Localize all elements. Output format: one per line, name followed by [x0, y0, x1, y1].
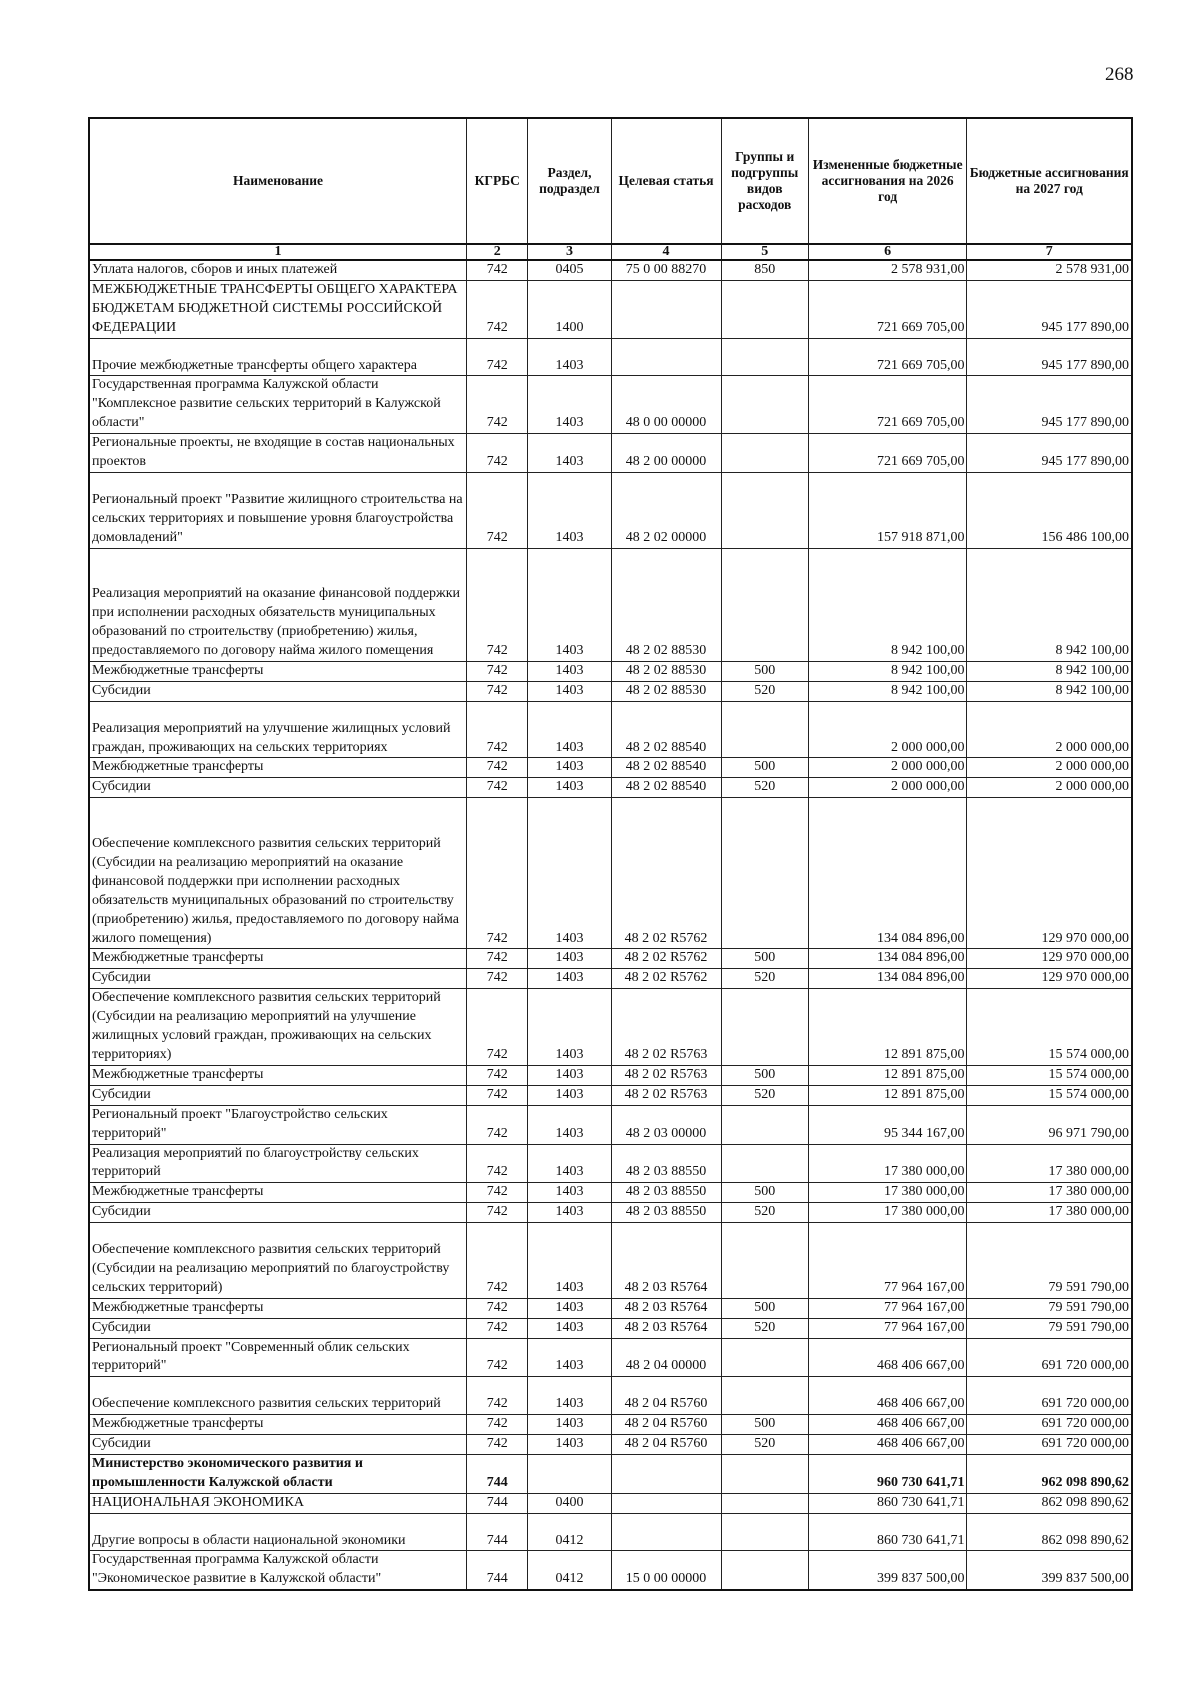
row-kgrbs: 744 — [467, 1551, 528, 1590]
column-number: 2 — [467, 244, 528, 260]
row-amount-2027: 129 970 000,00 — [967, 798, 1132, 949]
row-amount-2026: 77 964 167,00 — [808, 1223, 967, 1299]
row-amount-2026: 721 669 705,00 — [808, 434, 967, 473]
row-amount-2026: 77 964 167,00 — [808, 1318, 967, 1338]
row-section: 0405 — [528, 260, 611, 280]
row-target: 48 2 02 R5762 — [611, 798, 721, 949]
row-amount-2027: 691 720 000,00 — [967, 1377, 1132, 1415]
row-amount-2027: 79 591 790,00 — [967, 1223, 1132, 1299]
row-amount-2027: 96 971 790,00 — [967, 1105, 1132, 1144]
row-target: 48 2 02 R5763 — [611, 1085, 721, 1105]
row-group: 520 — [721, 1085, 808, 1105]
row-group: 500 — [721, 661, 808, 681]
row-kgrbs: 742 — [467, 1065, 528, 1085]
table-row — [89, 1223, 1132, 1299]
row-target: 48 0 00 00000 — [611, 376, 721, 434]
row-amount-2026: 860 730 641,71 — [808, 1493, 967, 1513]
row-name: Уплата налогов, сборов и иных платежей — [89, 260, 467, 280]
header-kgrbs: КГРБС — [467, 118, 528, 244]
column-number: 6 — [808, 244, 967, 260]
row-amount-2026: 157 918 871,00 — [808, 472, 967, 548]
row-name: Межбюджетные трансферты — [89, 1183, 467, 1203]
row-group — [721, 338, 808, 376]
row-amount-2027: 8 942 100,00 — [967, 681, 1132, 701]
column-numbers-row — [89, 244, 1132, 260]
row-kgrbs: 742 — [467, 1223, 528, 1299]
row-amount-2026: 12 891 875,00 — [808, 1065, 967, 1085]
row-target — [611, 338, 721, 376]
row-kgrbs: 742 — [467, 989, 528, 1066]
header-section: Раздел, подраздел — [528, 118, 611, 244]
row-amount-2027: 79 591 790,00 — [967, 1318, 1132, 1338]
row-amount-2027: 399 837 500,00 — [967, 1551, 1132, 1590]
table-row — [89, 681, 1132, 701]
table-row — [89, 548, 1132, 661]
table-row — [89, 758, 1132, 778]
row-kgrbs: 742 — [467, 1318, 528, 1338]
table-row — [89, 1415, 1132, 1435]
row-name: Субсидии — [89, 1203, 467, 1223]
row-name: Межбюджетные трансферты — [89, 1415, 467, 1435]
row-section: 1403 — [528, 661, 611, 681]
row-kgrbs: 742 — [467, 280, 528, 338]
row-amount-2026: 134 084 896,00 — [808, 969, 967, 989]
row-name: Реализация мероприятий по благоустройству сельских территорий — [89, 1144, 467, 1183]
row-group — [721, 1493, 808, 1513]
table-row — [89, 989, 1132, 1066]
header-target: Целевая статья — [611, 118, 721, 244]
row-section: 1403 — [528, 1415, 611, 1435]
row-group — [721, 280, 808, 338]
table-row — [89, 1377, 1132, 1415]
row-target: 48 2 02 R5762 — [611, 949, 721, 969]
row-kgrbs: 742 — [467, 798, 528, 949]
row-group: 520 — [721, 1318, 808, 1338]
row-kgrbs: 742 — [467, 1203, 528, 1223]
row-amount-2026: 77 964 167,00 — [808, 1298, 967, 1318]
table-row — [89, 472, 1132, 548]
row-group: 520 — [721, 681, 808, 701]
row-section: 0412 — [528, 1513, 611, 1551]
row-kgrbs: 742 — [467, 1435, 528, 1455]
row-kgrbs: 742 — [467, 1415, 528, 1435]
row-group — [721, 1338, 808, 1377]
row-section: 1403 — [528, 989, 611, 1066]
row-kgrbs: 742 — [467, 758, 528, 778]
row-name: Субсидии — [89, 1435, 467, 1455]
row-name: Межбюджетные трансферты — [89, 758, 467, 778]
row-amount-2026: 8 942 100,00 — [808, 681, 967, 701]
column-number: 4 — [611, 244, 721, 260]
row-section: 1403 — [528, 701, 611, 758]
row-target: 15 0 00 00000 — [611, 1551, 721, 1590]
row-target: 48 2 02 00000 — [611, 472, 721, 548]
row-target: 48 2 03 R5764 — [611, 1318, 721, 1338]
row-group — [721, 1105, 808, 1144]
row-name: Обеспечение комплексного развития сельских территорий (Субсидии на реализацию мероприятий по благоустройству сельских территорий) — [89, 1223, 467, 1299]
row-section: 1403 — [528, 969, 611, 989]
row-group — [721, 548, 808, 661]
row-name: МЕЖБЮДЖЕТНЫЕ ТРАНСФЕРТЫ ОБЩЕГО ХАРАКТЕРА БЮДЖЕТАМ БЮДЖЕТНОЙ СИСТЕМЫ РОССИЙСКОЙ ФЕДЕРАЦИИ — [89, 280, 467, 338]
row-amount-2026: 468 406 667,00 — [808, 1338, 967, 1377]
table-row — [89, 1065, 1132, 1085]
row-target: 48 2 03 88550 — [611, 1203, 721, 1223]
row-name: НАЦИОНАЛЬНАЯ ЭКОНОМИКА — [89, 1493, 467, 1513]
row-amount-2027: 945 177 890,00 — [967, 434, 1132, 473]
row-section — [528, 1454, 611, 1493]
row-name: Обеспечение комплексного развития сельских территорий (Субсидии на реализацию мероприятий на оказание финансовой поддержки при исполнении расходных обязательств муниципальных образований по строительству (приобретению) жилья, предоставляемого по договору найма жилого помещения) — [89, 798, 467, 949]
row-amount-2026: 860 730 641,71 — [808, 1513, 967, 1551]
header-name: Наименование — [89, 118, 467, 244]
row-amount-2026: 17 380 000,00 — [808, 1183, 967, 1203]
row-amount-2026: 721 669 705,00 — [808, 338, 967, 376]
row-target: 48 2 02 88540 — [611, 701, 721, 758]
row-kgrbs: 742 — [467, 1377, 528, 1415]
row-target: 48 2 02 R5763 — [611, 989, 721, 1066]
row-amount-2026: 8 942 100,00 — [808, 548, 967, 661]
row-section: 1403 — [528, 1065, 611, 1085]
row-section: 1403 — [528, 1105, 611, 1144]
table-row — [89, 798, 1132, 949]
row-amount-2027: 2 000 000,00 — [967, 758, 1132, 778]
row-group — [721, 1551, 808, 1590]
row-group: 520 — [721, 1435, 808, 1455]
row-target: 48 2 02 88540 — [611, 778, 721, 798]
row-section: 1403 — [528, 472, 611, 548]
row-target: 48 2 02 88540 — [611, 758, 721, 778]
row-amount-2027: 945 177 890,00 — [967, 280, 1132, 338]
table-row — [89, 280, 1132, 338]
row-amount-2027: 15 574 000,00 — [967, 1065, 1132, 1085]
row-name: Региональный проект "Развитие жилищного строительства на сельских территориях и повышение уровня благоустройства домовладений" — [89, 472, 467, 548]
table-row — [89, 1454, 1132, 1493]
row-section: 1400 — [528, 280, 611, 338]
row-name: Региональные проекты, не входящие в состав национальных проектов — [89, 434, 467, 473]
row-section: 1403 — [528, 1183, 611, 1203]
row-section: 1403 — [528, 1435, 611, 1455]
row-target: 48 2 02 88530 — [611, 681, 721, 701]
row-group — [721, 701, 808, 758]
row-target: 48 2 03 00000 — [611, 1105, 721, 1144]
row-group — [721, 434, 808, 473]
row-amount-2026: 17 380 000,00 — [808, 1144, 967, 1183]
row-kgrbs: 744 — [467, 1454, 528, 1493]
table-row — [89, 1085, 1132, 1105]
row-group — [721, 472, 808, 548]
row-name: Субсидии — [89, 1085, 467, 1105]
row-section: 1403 — [528, 338, 611, 376]
row-target: 48 2 04 00000 — [611, 1338, 721, 1377]
row-target: 48 2 04 R5760 — [611, 1415, 721, 1435]
row-name: Обеспечение комплексного развития сельских территорий — [89, 1377, 467, 1415]
row-amount-2027: 129 970 000,00 — [967, 949, 1132, 969]
row-amount-2026: 8 942 100,00 — [808, 661, 967, 681]
row-section: 1403 — [528, 798, 611, 949]
row-target: 48 2 03 88550 — [611, 1144, 721, 1183]
row-section: 1403 — [528, 778, 611, 798]
row-target: 48 2 02 R5763 — [611, 1065, 721, 1085]
row-target — [611, 280, 721, 338]
row-group — [721, 1377, 808, 1415]
row-amount-2027: 17 380 000,00 — [967, 1203, 1132, 1223]
row-amount-2027: 2 000 000,00 — [967, 778, 1132, 798]
row-name: Прочие межбюджетные трансферты общего характера — [89, 338, 467, 376]
row-target: 48 2 00 00000 — [611, 434, 721, 473]
row-target: 48 2 02 88530 — [611, 661, 721, 681]
row-section: 1403 — [528, 1223, 611, 1299]
row-target: 48 2 04 R5760 — [611, 1377, 721, 1415]
table-row — [89, 701, 1132, 758]
table-row — [89, 1513, 1132, 1551]
row-kgrbs: 742 — [467, 701, 528, 758]
row-amount-2027: 945 177 890,00 — [967, 376, 1132, 434]
row-group: 850 — [721, 260, 808, 280]
row-kgrbs: 742 — [467, 681, 528, 701]
row-name: Субсидии — [89, 1318, 467, 1338]
row-group: 500 — [721, 1065, 808, 1085]
row-amount-2027: 17 380 000,00 — [967, 1144, 1132, 1183]
row-group: 500 — [721, 1415, 808, 1435]
row-kgrbs: 742 — [467, 472, 528, 548]
row-kgrbs: 742 — [467, 1085, 528, 1105]
page-number: 268 — [1105, 64, 1134, 85]
row-group: 520 — [721, 778, 808, 798]
row-section: 1403 — [528, 949, 611, 969]
row-kgrbs: 742 — [467, 548, 528, 661]
row-group: 500 — [721, 949, 808, 969]
row-amount-2026: 95 344 167,00 — [808, 1105, 967, 1144]
row-amount-2026: 17 380 000,00 — [808, 1203, 967, 1223]
table-row — [89, 260, 1132, 280]
row-target: 48 2 02 R5762 — [611, 969, 721, 989]
row-kgrbs: 742 — [467, 969, 528, 989]
row-kgrbs: 742 — [467, 949, 528, 969]
row-group — [721, 989, 808, 1066]
header-group: Группы и подгруппы видов расходов — [721, 118, 808, 244]
row-amount-2026: 2 000 000,00 — [808, 758, 967, 778]
row-kgrbs: 742 — [467, 434, 528, 473]
row-amount-2026: 2 578 931,00 — [808, 260, 967, 280]
header-2026: Измененные бюджетные ассигнования на 2026 год — [808, 118, 967, 244]
row-kgrbs: 742 — [467, 1183, 528, 1203]
row-amount-2027: 691 720 000,00 — [967, 1435, 1132, 1455]
row-amount-2026: 960 730 641,71 — [808, 1454, 967, 1493]
row-amount-2026: 721 669 705,00 — [808, 376, 967, 434]
row-group — [721, 376, 808, 434]
row-group — [721, 1223, 808, 1299]
table-row — [89, 434, 1132, 473]
row-section: 1403 — [528, 1203, 611, 1223]
row-amount-2027: 15 574 000,00 — [967, 1085, 1132, 1105]
row-kgrbs: 742 — [467, 1144, 528, 1183]
row-amount-2027: 129 970 000,00 — [967, 969, 1132, 989]
table-row — [89, 1203, 1132, 1223]
row-amount-2026: 468 406 667,00 — [808, 1377, 967, 1415]
row-kgrbs: 742 — [467, 1105, 528, 1144]
row-target — [611, 1513, 721, 1551]
table-row — [89, 1551, 1132, 1590]
table-row — [89, 1493, 1132, 1513]
row-group: 500 — [721, 1298, 808, 1318]
row-kgrbs: 742 — [467, 1338, 528, 1377]
row-amount-2026: 2 000 000,00 — [808, 778, 967, 798]
column-number: 3 — [528, 244, 611, 260]
row-kgrbs: 742 — [467, 260, 528, 280]
row-amount-2027: 691 720 000,00 — [967, 1338, 1132, 1377]
row-group: 500 — [721, 1183, 808, 1203]
row-amount-2026: 134 084 896,00 — [808, 949, 967, 969]
row-name: Обеспечение комплексного развития сельских территорий (Субсидии на реализацию мероприятий на улучшение жилищных условий граждан, проживающих на сельских территориях) — [89, 989, 467, 1066]
row-amount-2026: 468 406 667,00 — [808, 1415, 967, 1435]
row-amount-2027: 8 942 100,00 — [967, 661, 1132, 681]
row-amount-2027: 2 578 931,00 — [967, 260, 1132, 280]
row-name: Государственная программа Калужской области "Комплексное развитие сельских территорий в Калужской области" — [89, 376, 467, 434]
row-name: Другие вопросы в области национальной экономики — [89, 1513, 467, 1551]
row-name: Субсидии — [89, 778, 467, 798]
row-section: 1403 — [528, 1338, 611, 1377]
row-name: Министерство экономического развития и промышленности Калужской области — [89, 1454, 467, 1493]
column-number: 5 — [721, 244, 808, 260]
row-section: 1403 — [528, 434, 611, 473]
table-row — [89, 1298, 1132, 1318]
row-group — [721, 1513, 808, 1551]
row-section: 1403 — [528, 1298, 611, 1318]
row-kgrbs: 742 — [467, 661, 528, 681]
row-name: Межбюджетные трансферты — [89, 949, 467, 969]
row-group — [721, 798, 808, 949]
table-row — [89, 778, 1132, 798]
column-number: 1 — [89, 244, 467, 260]
row-kgrbs: 744 — [467, 1513, 528, 1551]
row-group: 520 — [721, 1203, 808, 1223]
header-row — [89, 118, 1132, 244]
row-section: 1403 — [528, 1377, 611, 1415]
table-row — [89, 338, 1132, 376]
row-target: 48 2 04 R5760 — [611, 1435, 721, 1455]
table-row — [89, 949, 1132, 969]
row-section: 1403 — [528, 758, 611, 778]
table-row — [89, 1435, 1132, 1455]
row-name: Региональный проект "Современный облик сельских территорий" — [89, 1338, 467, 1377]
row-amount-2027: 79 591 790,00 — [967, 1298, 1132, 1318]
row-amount-2026: 12 891 875,00 — [808, 1085, 967, 1105]
row-amount-2026: 12 891 875,00 — [808, 989, 967, 1066]
row-section: 0412 — [528, 1551, 611, 1590]
budget-table — [88, 117, 1133, 1591]
row-target — [611, 1493, 721, 1513]
row-group: 500 — [721, 758, 808, 778]
row-name: Субсидии — [89, 681, 467, 701]
row-kgrbs: 742 — [467, 1298, 528, 1318]
table-row — [89, 1338, 1132, 1377]
row-kgrbs: 744 — [467, 1493, 528, 1513]
row-section: 1403 — [528, 1085, 611, 1105]
row-amount-2027: 962 098 890,62 — [967, 1454, 1132, 1493]
row-amount-2027: 862 098 890,62 — [967, 1493, 1132, 1513]
row-name: Государственная программа Калужской области "Экономическое развитие в Калужской области" — [89, 1551, 467, 1590]
table-row — [89, 1105, 1132, 1144]
row-name: Межбюджетные трансферты — [89, 661, 467, 681]
row-kgrbs: 742 — [467, 338, 528, 376]
table-row — [89, 376, 1132, 434]
row-name: Реализация мероприятий на оказание финансовой поддержки при исполнении расходных обязательств муниципальных образований по строительству (приобретению) жилья, предоставляемого по договору найма жилого помещения — [89, 548, 467, 661]
column-number: 7 — [967, 244, 1132, 260]
row-target: 48 2 03 R5764 — [611, 1223, 721, 1299]
row-name: Региональный проект "Благоустройство сельских территорий" — [89, 1105, 467, 1144]
row-section: 1403 — [528, 681, 611, 701]
table-row — [89, 1318, 1132, 1338]
row-amount-2027: 691 720 000,00 — [967, 1415, 1132, 1435]
row-kgrbs: 742 — [467, 376, 528, 434]
row-amount-2027: 8 942 100,00 — [967, 548, 1132, 661]
row-section: 1403 — [528, 1318, 611, 1338]
row-name: Межбюджетные трансферты — [89, 1298, 467, 1318]
row-target — [611, 1454, 721, 1493]
row-group — [721, 1454, 808, 1493]
row-target: 48 2 02 88530 — [611, 548, 721, 661]
row-amount-2026: 134 084 896,00 — [808, 798, 967, 949]
table-row — [89, 1183, 1132, 1203]
row-amount-2027: 15 574 000,00 — [967, 989, 1132, 1066]
row-amount-2026: 468 406 667,00 — [808, 1435, 967, 1455]
row-name: Субсидии — [89, 969, 467, 989]
row-amount-2027: 2 000 000,00 — [967, 701, 1132, 758]
row-section: 1403 — [528, 1144, 611, 1183]
row-target: 48 2 03 88550 — [611, 1183, 721, 1203]
row-kgrbs: 742 — [467, 778, 528, 798]
table-row — [89, 1144, 1132, 1183]
row-amount-2026: 399 837 500,00 — [808, 1551, 967, 1590]
row-amount-2026: 2 000 000,00 — [808, 701, 967, 758]
row-section: 1403 — [528, 376, 611, 434]
header-2027: Бюджетные ассигнования на 2027 год — [967, 118, 1132, 244]
row-section: 1403 — [528, 548, 611, 661]
row-target: 75 0 00 88270 — [611, 260, 721, 280]
row-name: Межбюджетные трансферты — [89, 1065, 467, 1085]
row-group — [721, 1144, 808, 1183]
row-section: 0400 — [528, 1493, 611, 1513]
table-row — [89, 969, 1132, 989]
row-amount-2027: 945 177 890,00 — [967, 338, 1132, 376]
row-target: 48 2 03 R5764 — [611, 1298, 721, 1318]
table-row — [89, 661, 1132, 681]
row-group: 520 — [721, 969, 808, 989]
row-amount-2027: 862 098 890,62 — [967, 1513, 1132, 1551]
row-amount-2026: 721 669 705,00 — [808, 280, 967, 338]
row-name: Реализация мероприятий на улучшение жилищных условий граждан, проживающих на сельских территориях — [89, 701, 467, 758]
row-amount-2027: 17 380 000,00 — [967, 1183, 1132, 1203]
row-amount-2027: 156 486 100,00 — [967, 472, 1132, 548]
